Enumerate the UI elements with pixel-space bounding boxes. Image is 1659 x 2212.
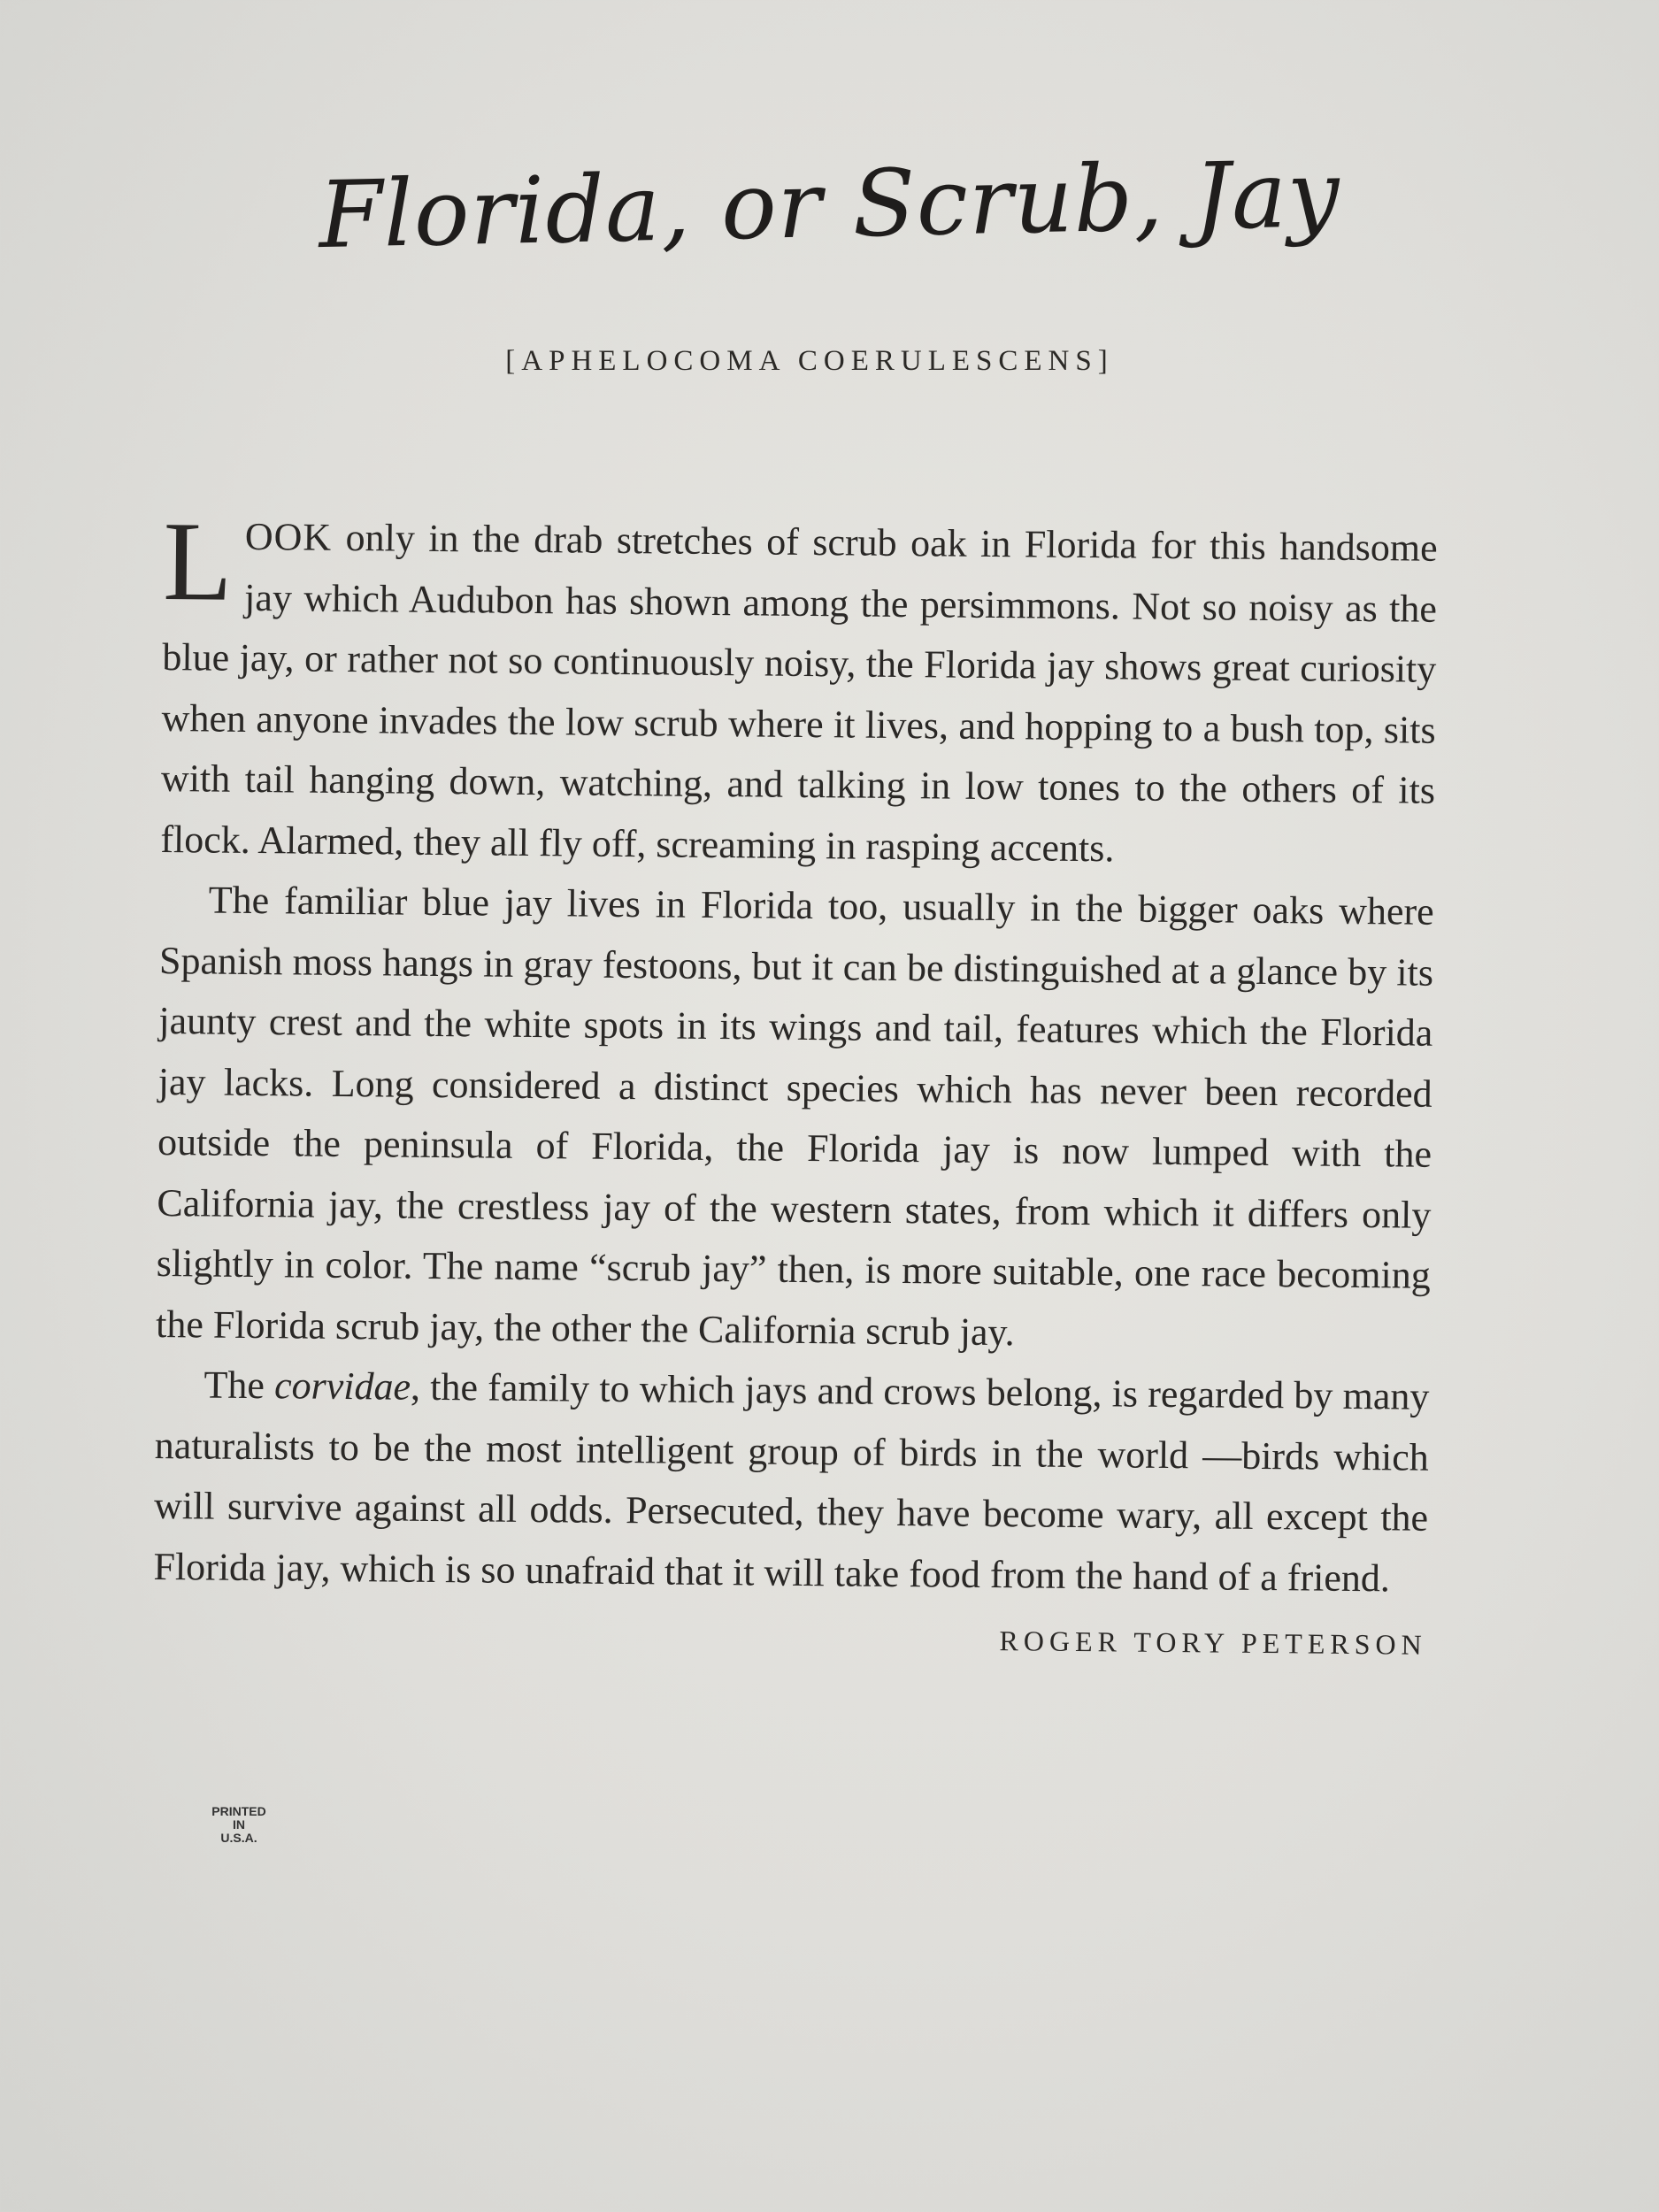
paragraph-3-lead: The [204, 1363, 275, 1408]
drop-cap: L [162, 498, 234, 625]
article-body [152, 498, 1438, 1675]
paragraph-2: The familiar blue jay lives in Florida too, usually in the bigger oaks where Spanish moss hangs in gray festoons, but it can be distinguished at a glance by its jaunty crest and the white spots in its wings and tail, features which the Florida jay lacks. Long considered a distinct species which has never been recorded outside the peninsula of Florida, the Florida jay is now lumped with the California jay, the crestless jay of the western states, from which it differs only slightly in color. The name “scrub jay” then, is more suitable, one race becoming the Florida scrub jay, the other the California scrub jay. [155, 878, 1434, 1354]
paragraph-1-text: only in the drab stretches of scrub oak in Florida for this handsome jay which Audubon has shown among the persimmons. Not so noisy as the blue jay, or rather not so continuously noisy, the Florida jay shows great curiosity when anyone invades the low scrub where it lives, and hopping to a bush top, sits with tail hanging down, watching, and talking in low tones to the others of its flock. Alarmed, they all fly off, screaming in rasping accents. [160, 515, 1438, 870]
printed-in-usa-stamp [195, 1805, 283, 1845]
author-signature: ROGER TORY PETERSON [999, 1624, 1427, 1661]
stamp-line: IN [233, 1817, 245, 1832]
page-title: Florida, or Scrub, Jay [318, 139, 1341, 270]
paragraph-3 [153, 1355, 1430, 1661]
stamp-line: PRINTED [211, 1804, 266, 1818]
paragraph-3-text: , the family to which jays and crows belong, is regarded by many naturalists to be the most intelligent group of birds in the world —birds which will survive against all odds. Persecuted, they have become wary, all except the Florida jay, which is so unafraid that it will take food from the hand of a friend. [153, 1364, 1430, 1600]
paragraph-1 [160, 498, 1438, 882]
scientific-name: [APHELOCOMA COERULESCENS] [505, 345, 1114, 377]
stamp-line: U.S.A. [220, 1831, 257, 1845]
italic-term: corvidae [273, 1363, 411, 1409]
first-word: OOK [244, 514, 333, 559]
